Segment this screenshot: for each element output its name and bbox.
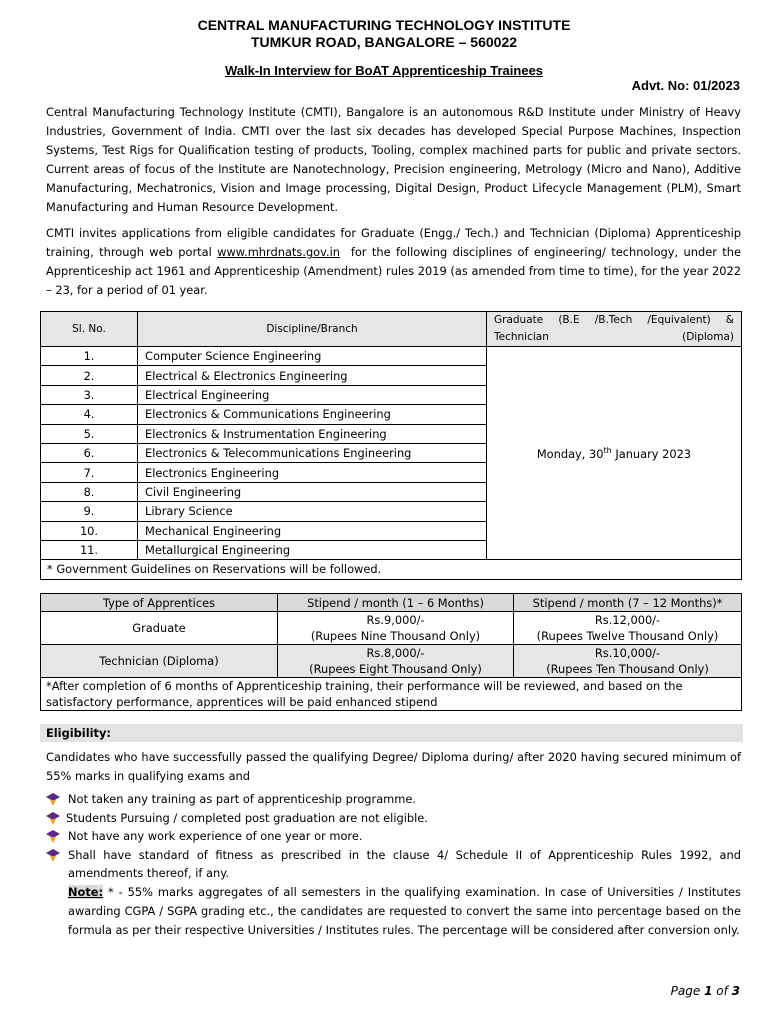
note-text: * - 55% marks aggregates of all semesters in the qualifying examination. In case of Universities / Institutes awarding CGPA / SGPA grading etc., the candidates are requested to convert the same into percentage based on the formula as per their respective Universities / Institutes rules. The percentage will be considered after conversion only. [68, 884, 741, 937]
institute-name: CENTRAL MANUFACTURING TECHNOLOGY INSTITUTE [197, 17, 571, 33]
arrow-bullet-icon [46, 849, 60, 862]
sl-cell: 9. [41, 502, 138, 521]
document-subtitle [0, 63, 768, 78]
page-total: 3 [731, 984, 740, 998]
note-row [41, 678, 742, 711]
col-sl-no: Sl. No. [41, 312, 138, 347]
note-label: Note: [68, 884, 104, 899]
col-eligibility: Graduate (B.E /B.Tech /Equivalent) & Technician (Diploma) [487, 312, 742, 347]
discipline-cell: Computer Science Engineering [138, 347, 487, 366]
table-row [41, 347, 742, 366]
stipend-first-cell [278, 612, 514, 645]
subtitle-text: Walk-In Interview for BoAT Apprenticeship Trainees [224, 63, 544, 78]
list-item [46, 827, 741, 846]
amount: Rs.12,000/- [594, 613, 661, 627]
discipline-cell: Electronics Engineering [138, 463, 487, 482]
discipline-cell: Electrical & Electronics Engineering [138, 366, 487, 385]
sl-cell: 11. [41, 540, 138, 559]
sl-cell: 4. [41, 405, 138, 424]
institute-address: TUMKUR ROAD, BANGALORE – 560022 [250, 34, 518, 50]
date-prefix: Monday, 30 [536, 446, 604, 461]
page-number [671, 984, 740, 998]
col-discipline: Discipline/Branch [138, 312, 487, 347]
bullet-text: Students Pursuing / completed post graduation are not eligible. [66, 810, 428, 825]
list-item [46, 809, 741, 828]
date-suffix: January 2023 [611, 446, 692, 461]
reservation-footnote: * Government Guidelines on Reservations will be followed. [41, 560, 742, 579]
sl-cell: 3. [41, 385, 138, 404]
discipline-cell: Electrical Engineering [138, 385, 487, 404]
page-word: Page [670, 984, 705, 998]
eligibility-list [46, 790, 741, 940]
disciplines-table [40, 311, 742, 580]
intro-paragraph-2 [46, 224, 741, 300]
sl-cell: 1. [41, 347, 138, 366]
stipend-second-cell [514, 645, 742, 678]
bullet-text: Not taken any training as part of apprenticeship programme. [68, 792, 417, 806]
discipline-cell: Electronics & Communications Engineering [138, 405, 487, 424]
amount-words: (Rupees Nine Thousand Only) [310, 629, 481, 643]
type-cell: Graduate [41, 612, 278, 645]
type-cell: Technician (Diploma) [41, 645, 278, 678]
intro-p2-before: CMTI invites applications from eligible candidates for Graduate (Engg./ Tech.) and Technician (Diploma) Apprenticeship training, through web portal [46, 226, 741, 259]
discipline-cell: Civil Engineering [138, 482, 487, 501]
list-item [46, 790, 741, 809]
page-current: 1 [704, 984, 713, 998]
sl-cell: 7. [41, 463, 138, 482]
col-stipend-second: Stipend / month (7 – 12 Months)* [514, 594, 742, 612]
sl-cell: 5. [41, 424, 138, 443]
table-row [41, 645, 742, 678]
advertisement-number: Advt. No: 01/2023 [631, 78, 740, 93]
stipend-second-cell [514, 612, 742, 645]
sl-cell: 6. [41, 443, 138, 462]
amount-words: (Rupees Twelve Thousand Only) [536, 629, 719, 643]
sl-cell: 8. [41, 482, 138, 501]
intro-p2-after: for the following disciplines of engineering/ technology, under the Apprenticeship act 1961 and Apprenticeship (Amendment) rules 2019 (as amended from time to time), for the year 2022 – 23, for a period of 01 year. [46, 245, 741, 297]
date-suffix-sup: th [603, 445, 612, 455]
footnote-row [41, 560, 742, 579]
stipend-first-cell [278, 645, 514, 678]
amount: Rs.10,000/- [594, 646, 661, 660]
eligibility-note [46, 883, 741, 940]
amount: Rs.9,000/- [366, 613, 425, 627]
intro-paragraph-1: Central Manufacturing Technology Institute (CMTI), Bangalore is an autonomous R&D Institute under Ministry of Heavy Industries, Government of India. CMTI over the last six decades has developed Special Purpose Machines, Inspection Systems, Test Rigs for Qualification testing of products, Tooling, complex machined parts for public and private sectors. Current areas of focus of the Institute are Nanotechnology, Precision engineering, Metrology (Micro and Nano), Additive Manufacturing, Mechatronics, Vision and Image processing, Digital Design, Product Lifecycle Management (PLM), Smart Manufacturing and Human Resource Development. [46, 105, 741, 214]
arrow-bullet-icon [46, 830, 60, 843]
stipend-note: *After completion of 6 months of Apprenticeship training, their performance will be reviewed, and based on the satisfactory performance, apprentices will be paid enhanced stipend [41, 678, 742, 711]
stipend-table [40, 593, 742, 711]
discipline-cell: Library Science [138, 502, 487, 521]
discipline-cell: Mechanical Engineering [138, 521, 487, 540]
discipline-cell: Electronics & Telecommunications Engineering [138, 443, 487, 462]
eligibility-intro: Candidates who have successfully passed the qualifying Degree/ Diploma during/ after 2020 having secured minimum of 55% marks in qualifying exams and [46, 750, 741, 783]
col-type: Type of Apprentices [41, 594, 278, 612]
table-row [41, 612, 742, 645]
bullet-text: Shall have standard of fitness as prescribed in the clause 4/ Schedule II of Apprenticeship Rules 1992, and amendments thereof, if any. [68, 847, 741, 880]
discipline-cell: Electronics & Instrumentation Engineering [138, 424, 487, 443]
arrow-bullet-icon [46, 793, 60, 806]
arrow-bullet-icon [46, 812, 60, 825]
sl-cell: 2. [41, 366, 138, 385]
bullet-text: Not have any work experience of one year or more. [68, 829, 363, 843]
list-item [46, 846, 741, 883]
col-stipend-first: Stipend / month (1 – 6 Months) [278, 594, 514, 612]
of-word: of [712, 984, 732, 998]
discipline-cell: Metallurgical Engineering [138, 540, 487, 559]
amount-words: (Rupees Ten Thousand Only) [546, 662, 709, 676]
amount-words: (Rupees Eight Thousand Only) [309, 662, 482, 676]
eligibility-heading: Eligibility: [40, 724, 743, 742]
amount: Rs.8,000/- [366, 646, 425, 660]
interview-date [487, 347, 742, 560]
sl-cell: 10. [41, 521, 138, 540]
mhrdnats-link[interactable]: www.mhrdnats.gov.in [217, 245, 341, 259]
